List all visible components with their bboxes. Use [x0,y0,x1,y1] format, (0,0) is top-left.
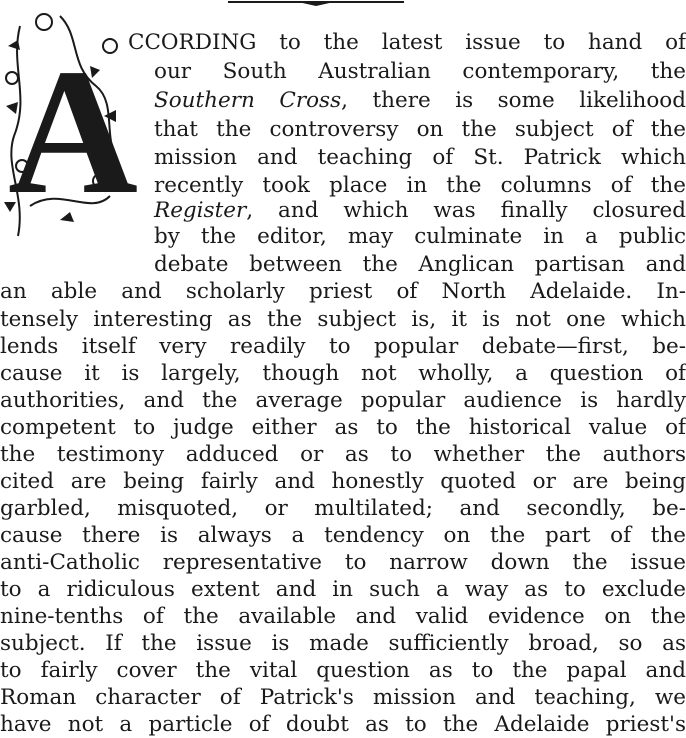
text-line: cause there is always a tendency on the part of the [0,523,686,548]
decorated-initial [0,6,138,246]
text-line: to fairly cover the vital question as to the papal and [0,658,686,683]
text-line: by the editor, may culminate in a public [154,224,686,249]
text-line: tensely interesting as the subject is, it is not one which [0,307,686,332]
text-line: cause it is largely, though not wholly, a question of [0,361,686,386]
text-line: that the controversy on the subject of the [154,117,686,142]
text-line: nine-tenths of the available and valid evidence on the [0,604,686,629]
text-line: an able and scholarly priest of North Adelaide. In- [0,279,686,304]
text-line: competent to judge either as to the historical value of [0,415,686,440]
ornamental-rule [228,0,404,6]
text-line: Register, and which was finally closured [154,198,686,223]
text-line: to a ridiculous extent and in such a way as to exclude [0,577,686,602]
text-line: Roman character of Patrick's mission and teaching, we [0,685,686,710]
initial-letter-a: A [8,32,138,231]
text-line: Southern Cross, there is some likelihood [154,88,686,113]
italic-title: Southern Cross [154,88,342,113]
text-line: subject. If the issue is made sufficiently broad, so as [0,631,686,656]
text-line: lends itself very readily to popular debate—first, be- [0,334,686,359]
text-line: have not a particle of doubt as to the Adelaide priest's [0,712,686,737]
text-line: authorities, and the average popular audience is hardly [0,388,686,413]
text-line: the testimony adduced or as to whether the authors [0,442,686,467]
text-line: anti-Catholic representative to narrow down the issue [0,550,686,575]
text-line: garbled, misquoted, or multilated; and secondly, be- [0,496,686,521]
text-line: cited are being fairly and honestly quoted or are being [0,469,686,494]
text-line: debate between the Anglican partisan and [154,252,686,277]
italic-title: Register [154,198,247,223]
text-line: our South Australian contemporary, the [154,59,686,84]
text-line: CCORDING to the latest issue to hand of [128,30,686,55]
text-line: recently took place in the columns of the [154,173,686,198]
text-line: mission and teaching of St. Patrick which [154,145,686,170]
